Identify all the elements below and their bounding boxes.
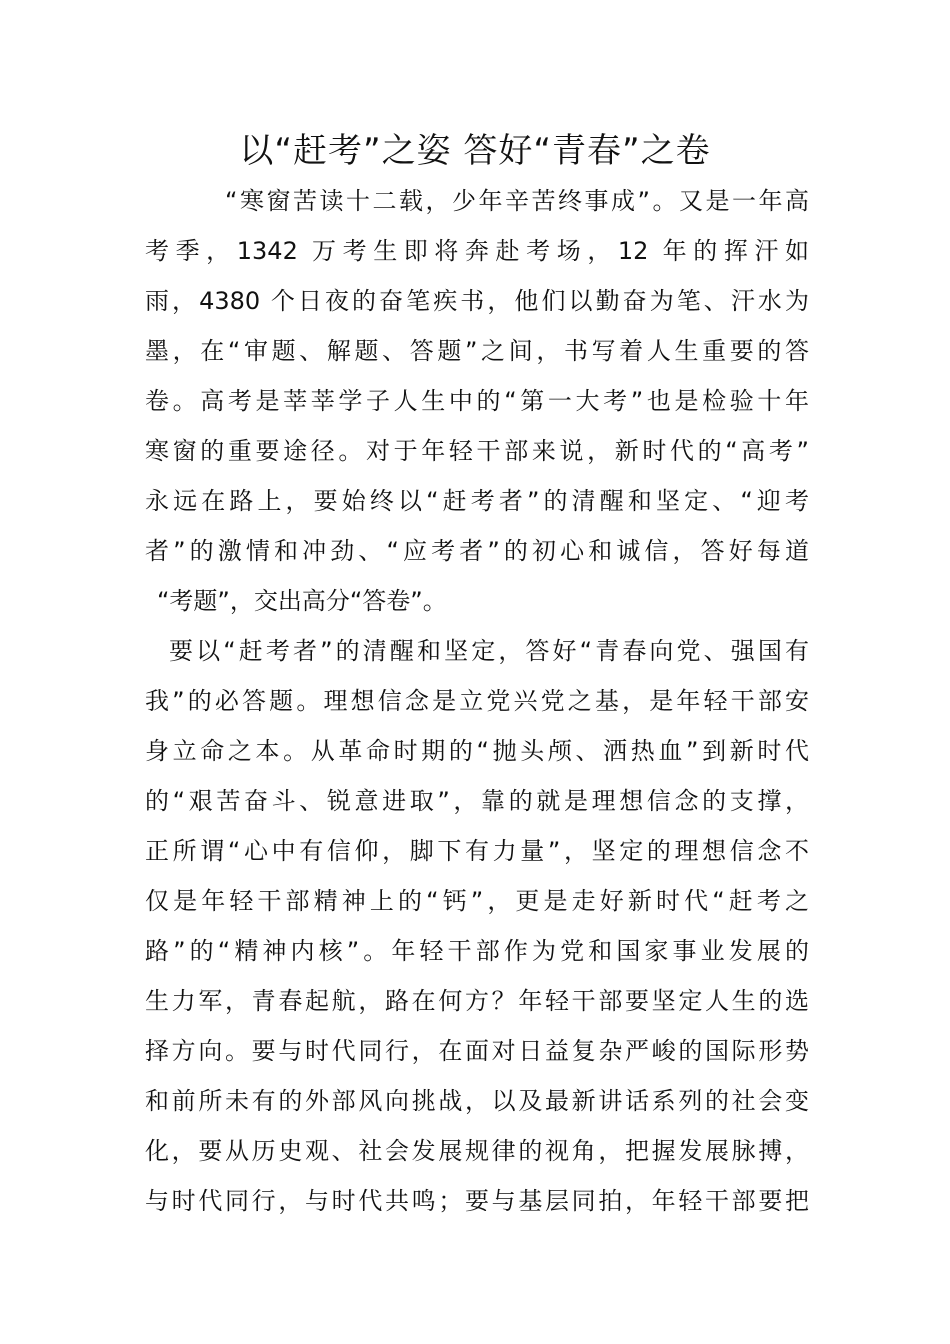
paragraph-2-line-4: 的“艰苦奋斗、锐意进取”，靠的就是理想信念的支撑， [145, 787, 809, 815]
paragraph-2-line-3: 身立命之本。从革命时期的“抛头颅、洒热血”到新时代 [145, 737, 809, 765]
document-title: 以“赶考”之姿 答好“青春”之卷 [239, 131, 711, 171]
paragraph-1-line-8: 者”的激情和冲劲、“应考者”的初心和诚信，答好每道 [145, 537, 809, 565]
paragraph-1-line-7: 永远在路上，要始终以“赶考者”的清醒和坚定、“迎考 [145, 487, 809, 515]
document-body [145, 176, 809, 1226]
paragraph-2-line-11: 化，要从历史观、社会发展规律的视角，把握发展脉搏， [145, 1137, 809, 1165]
paragraph-2-line-6: 仅是年轻干部精神上的“钙”，更是走好新时代“赶考之 [145, 887, 809, 915]
paragraph-2-line-8: 生力军，青春起航，路在何方？年轻干部要坚定人生的选 [145, 987, 809, 1015]
paragraph-1-line-3: 雨，4380 个日夜的奋笔疾书，他们以勤奋为笔、汗水为 [145, 287, 809, 315]
paragraph-2-line-12: 与时代同行，与时代共鸣；要与基层同拍，年轻干部要把 [145, 1187, 809, 1215]
paragraph-1-line-4: 墨，在“审题、解题、答题”之间，书写着人生重要的答 [145, 337, 809, 365]
paragraph-1-line-5: 卷。高考是莘莘学子人生中的“第一大考”也是检验十年 [145, 387, 809, 415]
paragraph-1-line-6: 寒窗的重要途径。对于年轻干部来说，新时代的“高考” [145, 437, 809, 465]
paragraph-1-line-9: “考题”，交出高分“答卷”。 [157, 587, 447, 615]
paragraph-2-line-2: 我”的必答题。理想信念是立党兴党之基，是年轻干部安 [145, 687, 809, 715]
paragraph-2-line-5: 正所谓“心中有信仰，脚下有力量”，坚定的理想信念不 [145, 837, 809, 865]
paragraph-1-line-2: 考季，1342 万考生即将奔赴考场，12 年的挥汗如 [145, 237, 809, 265]
paragraph-2-line-9: 择方向。要与时代同行，在面对日益复杂严峻的国际形势 [145, 1037, 809, 1065]
paragraph-1-line-1: “寒窗苦读十二载，少年辛苦终事成”。又是一年高 [225, 187, 809, 215]
paragraph-2-line-7: 路”的“精神内核”。年轻干部作为党和国家事业发展的 [145, 937, 809, 965]
paragraph-2-line-10: 和前所未有的外部风向挑战，以及最新讲话系列的社会变 [145, 1087, 809, 1115]
paragraph-2-line-1: 要以“赶考者”的清醒和坚定，答好“青春向党、强国有 [169, 637, 809, 665]
